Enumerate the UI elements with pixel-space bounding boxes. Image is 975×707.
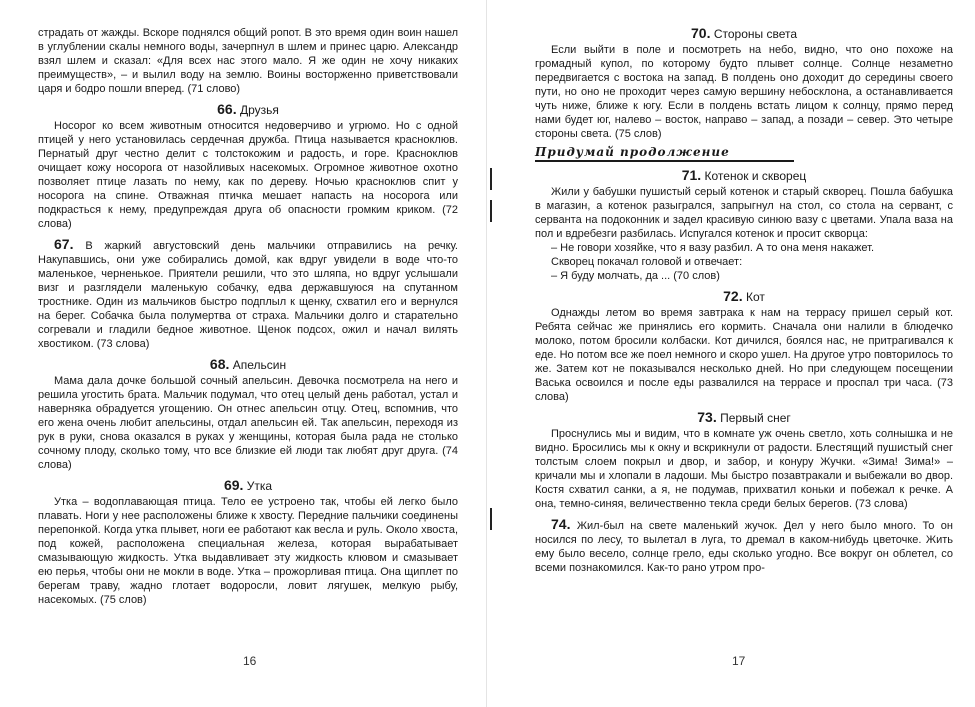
section-69 [38, 478, 458, 607]
section-title: Стороны света [713, 27, 797, 41]
section-67 [38, 237, 458, 351]
right-page [487, 0, 975, 707]
chapter-title: Придумай продолжение [535, 145, 794, 162]
paragraph: Мама дала дочке большой сочный апельсин. Девочка посмотрела на него и решила угостить брата. Мальчик подумал, что отец целый день работал, устал и наверняка обрадуется угощению. Он отнес апельсин отцу. Отец, вспомнив, что его жена очень любит апельсины, отдал апельсин ей. Так апельсин, переходя из рук в руки, снова оказался в руках у женщины, которая была рада не столько сочному плоду, сколько тому, что все близкие ей люди так любят друг друга. (74 слова) [38, 375, 458, 471]
section-70 [535, 26, 953, 141]
section-heading [535, 289, 953, 305]
right-text-column [535, 26, 953, 575]
paragraph: Если выйти в поле и посмотреть на небо, видно, что оно похоже на громадный купол, по которому будто плывет солнце. Солнце незаметно передвигается с востока на запад. В полдень оно доходит до середины своего пути, но оно не проходит через самую вершину небосклона, а останавливается чуть ниже, ближе к югу. Если в полдень встать лицом к солнцу, прямо перед нами будет юг, налево – восток, направо – запад, а позади – север. Это четыре стороны света. (75 слов) [535, 44, 953, 140]
section-number: 72. [723, 288, 743, 304]
paragraph: Однажды летом во время завтрака к нам на террасу пришел серый кот. Ребята сейчас же принялись его кормить. Сначала они налили в блюдечко молоко, потом бросили колбаски. Кот дичился, боялся нас, не притрагивался к еде. Но потом все же поел немного и скоро ушел. На другое утро повторилось то же. Затем кот не показывался несколько дней. Но при следующем посещении Васька освоился и после еды развалился на террасе и проспал три часа. (73 слова) [535, 307, 953, 403]
margin-mark [490, 168, 492, 190]
paragraph-text: Жил-был на свете маленький жучок. Дел у него было много. То он носился по лесу, то вылетал в луга, то дремал в каком-нибудь цветочке. Жить ему было весело, солнце грело, еды сколько угодно. Все вокруг он облетел, со всеми познакомился. Как-то рано утром про- [535, 520, 953, 574]
section-title: Первый снег [720, 411, 791, 425]
paragraph: страдать от жажды. Вскоре поднялся общий ропот. В это время один воин нашел в углублении скалы немного воды, зачерпнул в шлем и принес царю. Александр взял шлем и сказал: «Для всех нас этого мало. Я же один не хочу никаких преимуществ», – и вылил воду на землю. Воины восторженно приветствовали царя и бодро пошли вперед. (71 слово) [38, 27, 458, 95]
section-73 [535, 410, 953, 511]
section-title: Апельсин [232, 358, 287, 372]
section-74 [535, 517, 953, 575]
section-number: 66. [217, 101, 237, 117]
paragraph: Жили у бабушки пушистый серый котенок и старый скворец. Пошла бабушка в магазин, а котенок разыгрался, запрыгнул на стол, со стола на сервант, с серванта на подоконник и задел красивую синюю вазу с цветами. Упала ваза на пол и вдребезги разбилась. Испугался котенок и просит скворца: [535, 186, 953, 240]
section-heading [535, 168, 953, 184]
section-number: 67. [54, 236, 74, 252]
section-number: 68. [209, 356, 230, 372]
section-68 [38, 357, 458, 472]
paragraph: Утка – водоплавающая птица. Тело ее устроено так, чтобы ей легко было плавать. Ноги у нее расположены ближе к хвосту. Передние пальчики соединены перепонкой. Когда утка плывет, ноги ее работают как весла и руль. Около хвоста, под кожей, расположена специальная железа, которая вырабатывает смазывающую жидкость. Утка выдавливает эту жидкость клювом и смазывает ею перья, чтобы они не мокли в воде. Утка – прожорливая птица. Она щиплет по берегам траву, жадно глотает водоросли, ловит лягушек, мелкую рыбу, насекомых. (75 слов) [38, 496, 458, 606]
page-number: 17 [732, 654, 746, 668]
paragraph: Носорог ко всем животным относится недоверчиво и угрюмо. Но с одной птицей у него установилась сердечная дружба. Птица называется красноклюв. Пернатый друг честно делит с толстокожим и радость, и горе. Красноклюв очищает кожу носорога от назойливых насекомых. Огромное животное охотно позволяет птице лазать по нему, как по дереву. Ночью красноклюв спит у носорога на спине. Отважная птичка мешает напасть на носорога или подкрасться к нему, предупреждая друга об опасности громким криком. (72 слова) [38, 120, 458, 230]
section-heading [535, 410, 953, 426]
section-number: 71. [681, 167, 702, 183]
margin-mark [490, 508, 492, 530]
section-65-end [38, 26, 458, 96]
paragraph [535, 517, 953, 575]
section-title: Утка [246, 479, 273, 493]
section-number: 74. [551, 516, 571, 532]
section-heading [38, 478, 458, 494]
section-number: 73. [697, 409, 717, 425]
section-number: 70. [691, 25, 711, 41]
paragraph: Скворец покачал головой и отвечает: [551, 256, 743, 268]
paragraph [38, 237, 458, 351]
section-heading [535, 26, 953, 42]
section-72 [535, 289, 953, 404]
dialogue-line: – Не говори хозяйке, что я вазу разбил. А то она меня накажет. [551, 242, 875, 254]
left-text-column [38, 26, 458, 607]
margin-mark [490, 200, 492, 222]
paragraph: Проснулись мы и видим, что в комнате уж очень светло, хоть солнышка и не видно. Бросились мы к окну и вскрикнули от радости. Блестящий пушистый снег толстым слоем покрыл и двор, и забор, и конуру Жучки. «Зима! Зима!» – кричали мы и хлопали в ладоши. Мы быстро позавтракали и выбежали во двор. Костя схватил санки, а я, не подумав, прихватил коньки и побежал к речке. А она, темно-синяя, величественно текла среди белых берегов. (73 слова) [535, 428, 953, 510]
section-71 [535, 168, 953, 283]
section-heading [38, 357, 458, 373]
section-number: 69. [223, 477, 244, 493]
section-title: Котенок и скворец [704, 169, 807, 183]
section-title: Друзья [239, 103, 279, 117]
section-title: Кот [745, 290, 765, 304]
section-66 [38, 102, 458, 231]
section-heading [38, 102, 458, 118]
left-page [0, 0, 487, 707]
page-number: 16 [243, 654, 257, 668]
paragraph-text: В жаркий августовский день мальчики отправились на речку. Накупавшись, они уже собирались домой, как вдруг увидели в воде что-то маленькое, черненькое. Приятели решили, что это шляпа, но вдруг услышали визг и разглядели маленькую собачку, едва державшуюся на спутанном тростнике. Один из мальчиков быстро подплыл к щенку, схватил его и вернулся на берег. Собачка была полумертва от страха. Мальчики долго и старательно согревали и гладили бедное животное. Щенок подсох, ожил и начал вилять хвостиком. (73 слова) [38, 240, 458, 350]
dialogue-line: – Я буду молчать, да ... (70 слов) [551, 270, 720, 282]
